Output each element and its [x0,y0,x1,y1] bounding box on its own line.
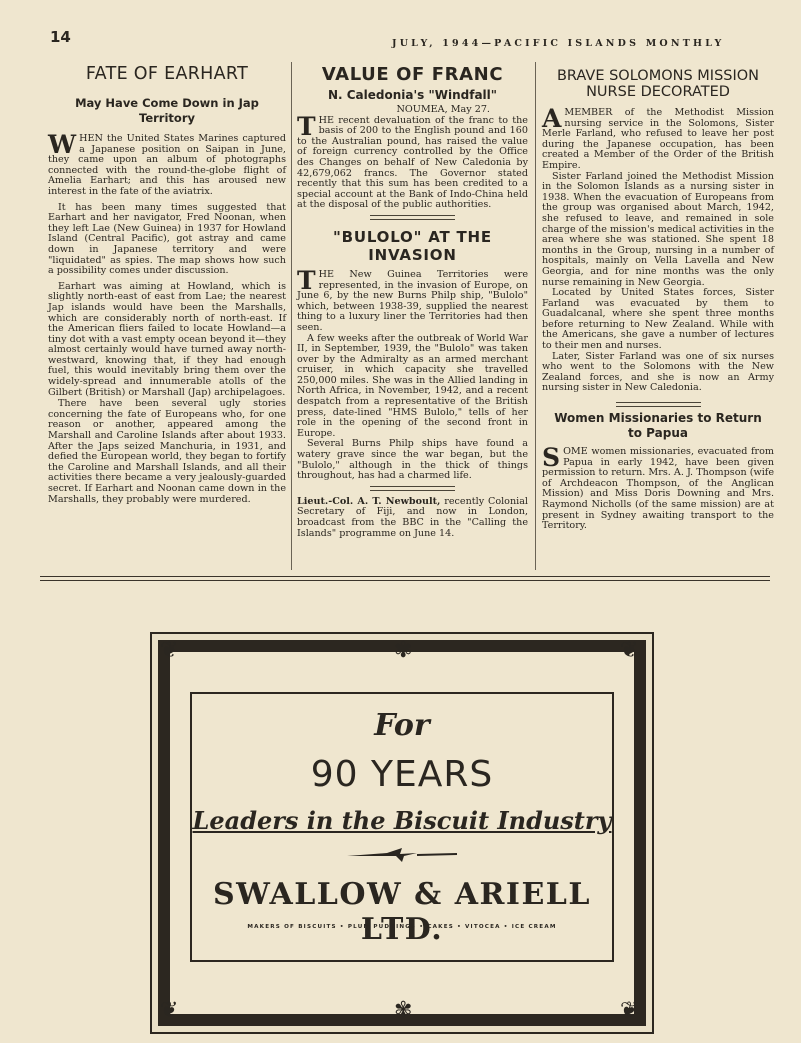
solomons-title: BRAVE SOLOMONS MISSION NURSE DECORATED [556,68,760,100]
earhart-subtitle: May Have Come Down in Jap Territory [75,96,259,125]
drop-cap: T [297,111,316,141]
scroll-ornament-icon: ✾ [394,638,413,663]
column-rule-2 [535,62,536,570]
page-number: 14 [50,28,71,46]
page-separator [40,576,770,581]
papua-para-1: SOME women missionaries, evacuated from Papua in early 1942, have been given permission to return. Mrs. A. J. Thompson (wife of Archdeacon Thompson, of the Anglican Mission) and Miss Doris Downing and Mrs. Raymond Nicholls (of the same mission) are at present in Sydney awaiting transport to the Territory. [542,443,774,532]
solomons-para-3: Located by United States forces, Sister Farland was evacuated by them to Guadalcanal, where she spent three months before returning to New Zealand. While with the Americans, she gave a number of lectures to their men and nurses. [542,287,774,352]
ad-products: MAKERS OF BISCUITS • PLUM PUDDINGS • CAKES • VITOCEA • ICE CREAM [247,924,557,930]
bulolo-title: "BULOLO" AT THE INVASION [333,227,492,264]
newboult-note: Lieut.-Col. A. T. Newboult, recently Colonial Secretary of Fiji, and now in London, broadcast from the BBC in the "Calling the Islands" programme on June 14. [297,495,528,539]
drop-cap: T [297,265,316,295]
scroll-ornament-icon: ❦ [160,638,179,663]
advertisement [190,692,614,962]
franc-dateline: NOUMEA, May 27. [396,104,490,115]
bulolo-para-1: THE New Guinea Territories were represented, in the invasion of Europe, on June 6, by the new Burns Philp ship, "Bulolo" which, between 1938-39, supplied the nearest thing to a luxury liner the Territories had then seen. [297,265,528,333]
scroll-ornament-icon: ❦ [160,998,179,1023]
section-divider [370,486,455,491]
scroll-ornament-icon: ❦ [620,638,639,663]
solomons-para-2: Sister Farland joined the Methodist Mission in the Solomon Islands as a nursing sister in 1938. When the evacuation of Europeans from the group was organised about March, 1942, she refused to leave, and remained in sole charge of the mission's medical activities in the area where she was stationed. She spent 18 months in the Group, nursing in a number of hospitals, mainly on Vella Lavella and New Georgia, and for nine months was the only nurse remaining in New Georgia. [542,170,774,288]
franc-title: VALUE OF FRANC [321,64,504,85]
earhart-para-1: WHEN the United States Marines captured a Japanese position on Saipan in June, they came upon an album of photographs connected with the round-the-globe flight of Amelia Earhart; and this has aroused new interest in the fate of the aviatrix. [48,130,286,197]
ad-company: SWALLOW & ARIELL LTD. [213,877,591,947]
newboult-name: Lieut.-Col. A. T. Newboult, [297,495,441,507]
bulolo-para-2: A few weeks after the outbreak of World War II, in September, 1939, the "Bulolo" was taken over by the Admiralty as an armed merchant cruiser, in which capacity she travelled 250,000 miles. She was in the Allied landing in North Africa, in November, 1942, and a recent despatch from a representative of the British press, date-lined "HMS Bulolo," tells of her role in the opening of the second front in Europe. [297,332,528,439]
franc-article [297,60,528,539]
solomons-para-4: Later, Sister Farland was one of six nurses who went to the Solomons with the New Zealand forces, and she is now an Army nursing sister in New Caledonia. [542,350,774,394]
earhart-para-4: There have been several ugly stories concerning the fate of Europeans who, for one reason or another, appeared among the Marshall and Caroline Islands after about 1933. After the Japs seized Manchuria, in 1931, and defied the European world, they began to fortify the Caroline and Marshall Islands, and all their activities there became a very jealously-guarded secret. If Earhart and Noonan came down in the Marshalls, they probably were murdered. [48,398,286,505]
swallow-logo-icon [192,844,612,869]
section-divider [370,215,455,220]
ad-leaders: Leaders in the Biscuit Industry [192,806,612,835]
section-divider [616,402,701,407]
running-title: JULY, 1944—PACIFIC ISLANDS MONTHLY [392,38,725,49]
drop-cap: S [542,443,561,473]
scroll-ornament-icon: ❦ [620,998,639,1023]
drop-cap: W [48,130,77,159]
earhart-title: FATE OF EARHART [85,64,249,84]
solomons-article [542,60,774,532]
solomons-para-1: AMEMBER of the Methodist Mission nursing service in the Solomons, Sister Merle Farland, who refused to leave her post during the Japanese occupation, has been created a Member of the Order of the British Empire. [542,104,774,171]
earhart-para-2: It has been many times suggested that Earhart and her navigator, Fred Noonan, when they left Lae (New Guinea) in 1937 for Howland Island (Central Pacific), got astray and came down in Japanese territory and were "liquidated" as spies. The map shows how such a possibility comes under discussion. [48,201,286,277]
earhart-para-3: Earhart was aiming at Howland, which is slightly north-east of east from Lae; the nearest Jap islands would have been the Marshalls, which are considerably north of north-east. If the American fliers failed to locate Howland—a tiny dot with a vast empty ocean beyond it—they almost certainly would have turned away north-westward, knowing that, if they had enough fuel, this would inevitably bring them over the widely-spread and innumerable atolls of the Gilbert (British) or Marshall (Jap) archipelagoes. [48,280,286,398]
ad-for: For [374,708,430,743]
franc-para-1: THE recent devaluation of the franc to the basis of 200 to the English pound and 160 to the Australian pound, has raised the value of foreign currency controlled by the Office des Changes on behalf of New Caledonia by 42,679,062 francs. The Governor stated recently that this sum has been credited to a special account at the Bank of Indo-China held at the disposal of the public authorities. [297,111,528,211]
column-rule-1 [291,62,292,570]
franc-subtitle: N. Caledonia's "Windfall" [327,88,498,102]
bulolo-para-3: Several Burns Philp ships have found a watery grave since the war began, but the "Bulolo," although in the thick of things throughout, has had a charmed life. [297,438,528,482]
drop-cap: A [542,104,562,133]
earhart-article [48,60,286,505]
papua-title: Women Missionaries to Return to Papua [554,411,762,441]
scroll-ornament-icon: ✾ [394,998,413,1023]
ad-years: 90 YEARS [310,754,494,795]
